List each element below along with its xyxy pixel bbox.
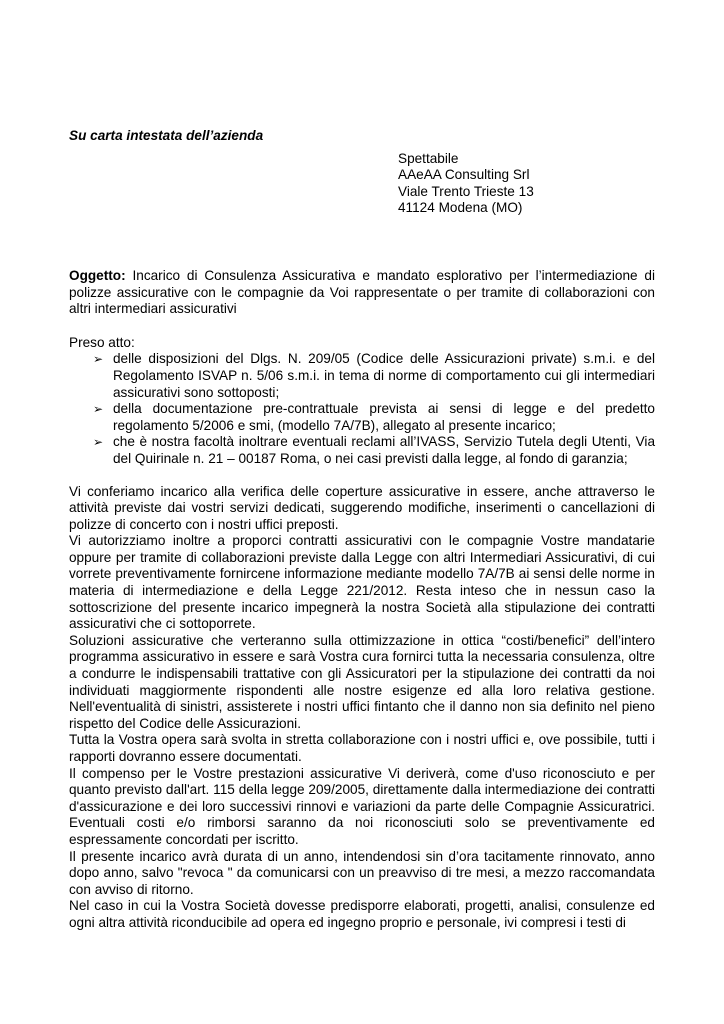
arrow-bullet-icon: ➢	[93, 402, 104, 417]
paragraph: Il presente incarico avrà durata di un anno, intendendosi sin d’ora tacitamente rinnovato, anno dopo anno, salvo "revoca " da comunicarsi con un preavviso di tre mesi, a mezzo raccomandata con avviso di ritorno.	[69, 848, 655, 897]
subject-label: Oggetto:	[69, 267, 126, 283]
letterhead-note: Su carta intestata dell’azienda	[69, 128, 264, 143]
paragraph: Vi autorizziamo inoltre a proporci contratti assicurativi con le compagnie Vostre mandatarie oppure per tramite di collaborazioni previste dalla Legge con altri Intermediari Assicurativi, di cui vorrete preventivamente fornircene informazione mediante modello 7A/7B ai sensi delle norme in materia di intermediazione e della Legge 221/2012. Resta inteso che in nessun caso la sottoscrizione del presente incarico impegnerà la nostra Società alla stipulazione dei contratti assicurativi che ci sottoporrete.	[69, 533, 655, 632]
subject-text: Incarico di Consulenza Assicurativa e mandato esplorativo per l’intermediazione di polizze assicurative con le compagnie da Voi rappresentate o per tramite di collaborazioni con altri intermediari assicurativi	[69, 267, 655, 317]
list-item-text: della documentazione pre-contrattuale prevista ai sensi di legge e del predetto regolamento 5/2006 e smi, (modello 7A/7B), allegato al presente incarico;	[113, 401, 655, 433]
letter-page	[69, 128, 655, 932]
list-item	[93, 351, 655, 401]
preso-atto-list	[69, 351, 655, 467]
list-item-text: che è nostra facoltà inoltrare eventuali reclami all’IVASS, Servizio Tutela degli Utenti, Via del Quirinale n. 21 – 00187 Roma, o nei casi previsti dalla legge, al fondo di garanzia;	[113, 434, 655, 466]
recipient-line: Spettabile	[398, 150, 459, 166]
paragraph: Tutta la Vostra opera sarà svolta in stretta collaborazione con i nostri uffici e, ove possibile, tutti i rapporti dovranno essere documentati.	[69, 732, 655, 764]
preso-atto-label: Preso atto:	[69, 334, 135, 350]
recipient-line: 41124 Modena (MO)	[398, 200, 523, 216]
list-item-text: delle disposizioni del Dlgs. N. 209/05 (Codice delle Assicurazioni private) s.m.i. e del Regolamento ISVAP n. 5/06 s.m.i. in tema di norme di comportamento cui gli intermediari assicurativi sono sottoposti;	[113, 351, 655, 400]
paragraph: Vi conferiamo incarico alla verifica delle coperture assicurative in essere, anche attraverso le attività previste dai vostri servizi dedicati, suggerendo modifiche, inserimenti o cancellazioni di polizze di concerto con i nostri uffici preposti.	[69, 483, 655, 532]
paragraph: Il compenso per le Vostre prestazioni assicurative Vi deriverà, come d'uso riconosciuto e per quanto previsto dall'art. 115 della legge 209/2005, direttamente dalla intermediazione dei contratti d'assicurazione e dei loro successivi rinnovi e variazioni da parte delle Compagnie Assicuratrici. Eventuali costi e/o rimborsi saranno da noi riconosciuti solo se preventivamente ed espressamente concordati per iscritto.	[69, 765, 655, 847]
paragraph: Soluzioni assicurative che verteranno sulla ottimizzazione in ottica “costi/benefici” dell’intero programma assicurativo in essere e sarà Vostra cura fornirci tutta la necessaria consulenza, oltre a condurre le indispensabili trattative con gli Assicuratori per la stipulazione dei contratti da noi individuati maggiormente rispondenti alle nostre esigenze ed alla loro relativa gestione. Nell'eventualità di sinistri, assisterete i nostri uffici fintanto che il danno non sia definito nel pieno rispetto del Codice delle Assicurazioni.	[69, 632, 655, 731]
recipient-address	[398, 151, 655, 217]
recipient-line: Viale Trento Trieste 13	[398, 183, 534, 199]
subject	[69, 268, 655, 318]
arrow-bullet-icon: ➢	[93, 352, 104, 367]
recipient-line: AAeAA Consulting Srl	[398, 167, 530, 183]
paragraph: Nel caso in cui la Vostra Società dovesse predisporre elaborati, progetti, analisi, consulenze ed ogni altra attività riconducibile ad opera ed ingegno proprio e personale, ivi compresi i testi di	[69, 898, 655, 930]
list-item	[93, 401, 655, 434]
arrow-bullet-icon: ➢	[93, 435, 104, 450]
list-item	[93, 434, 655, 467]
